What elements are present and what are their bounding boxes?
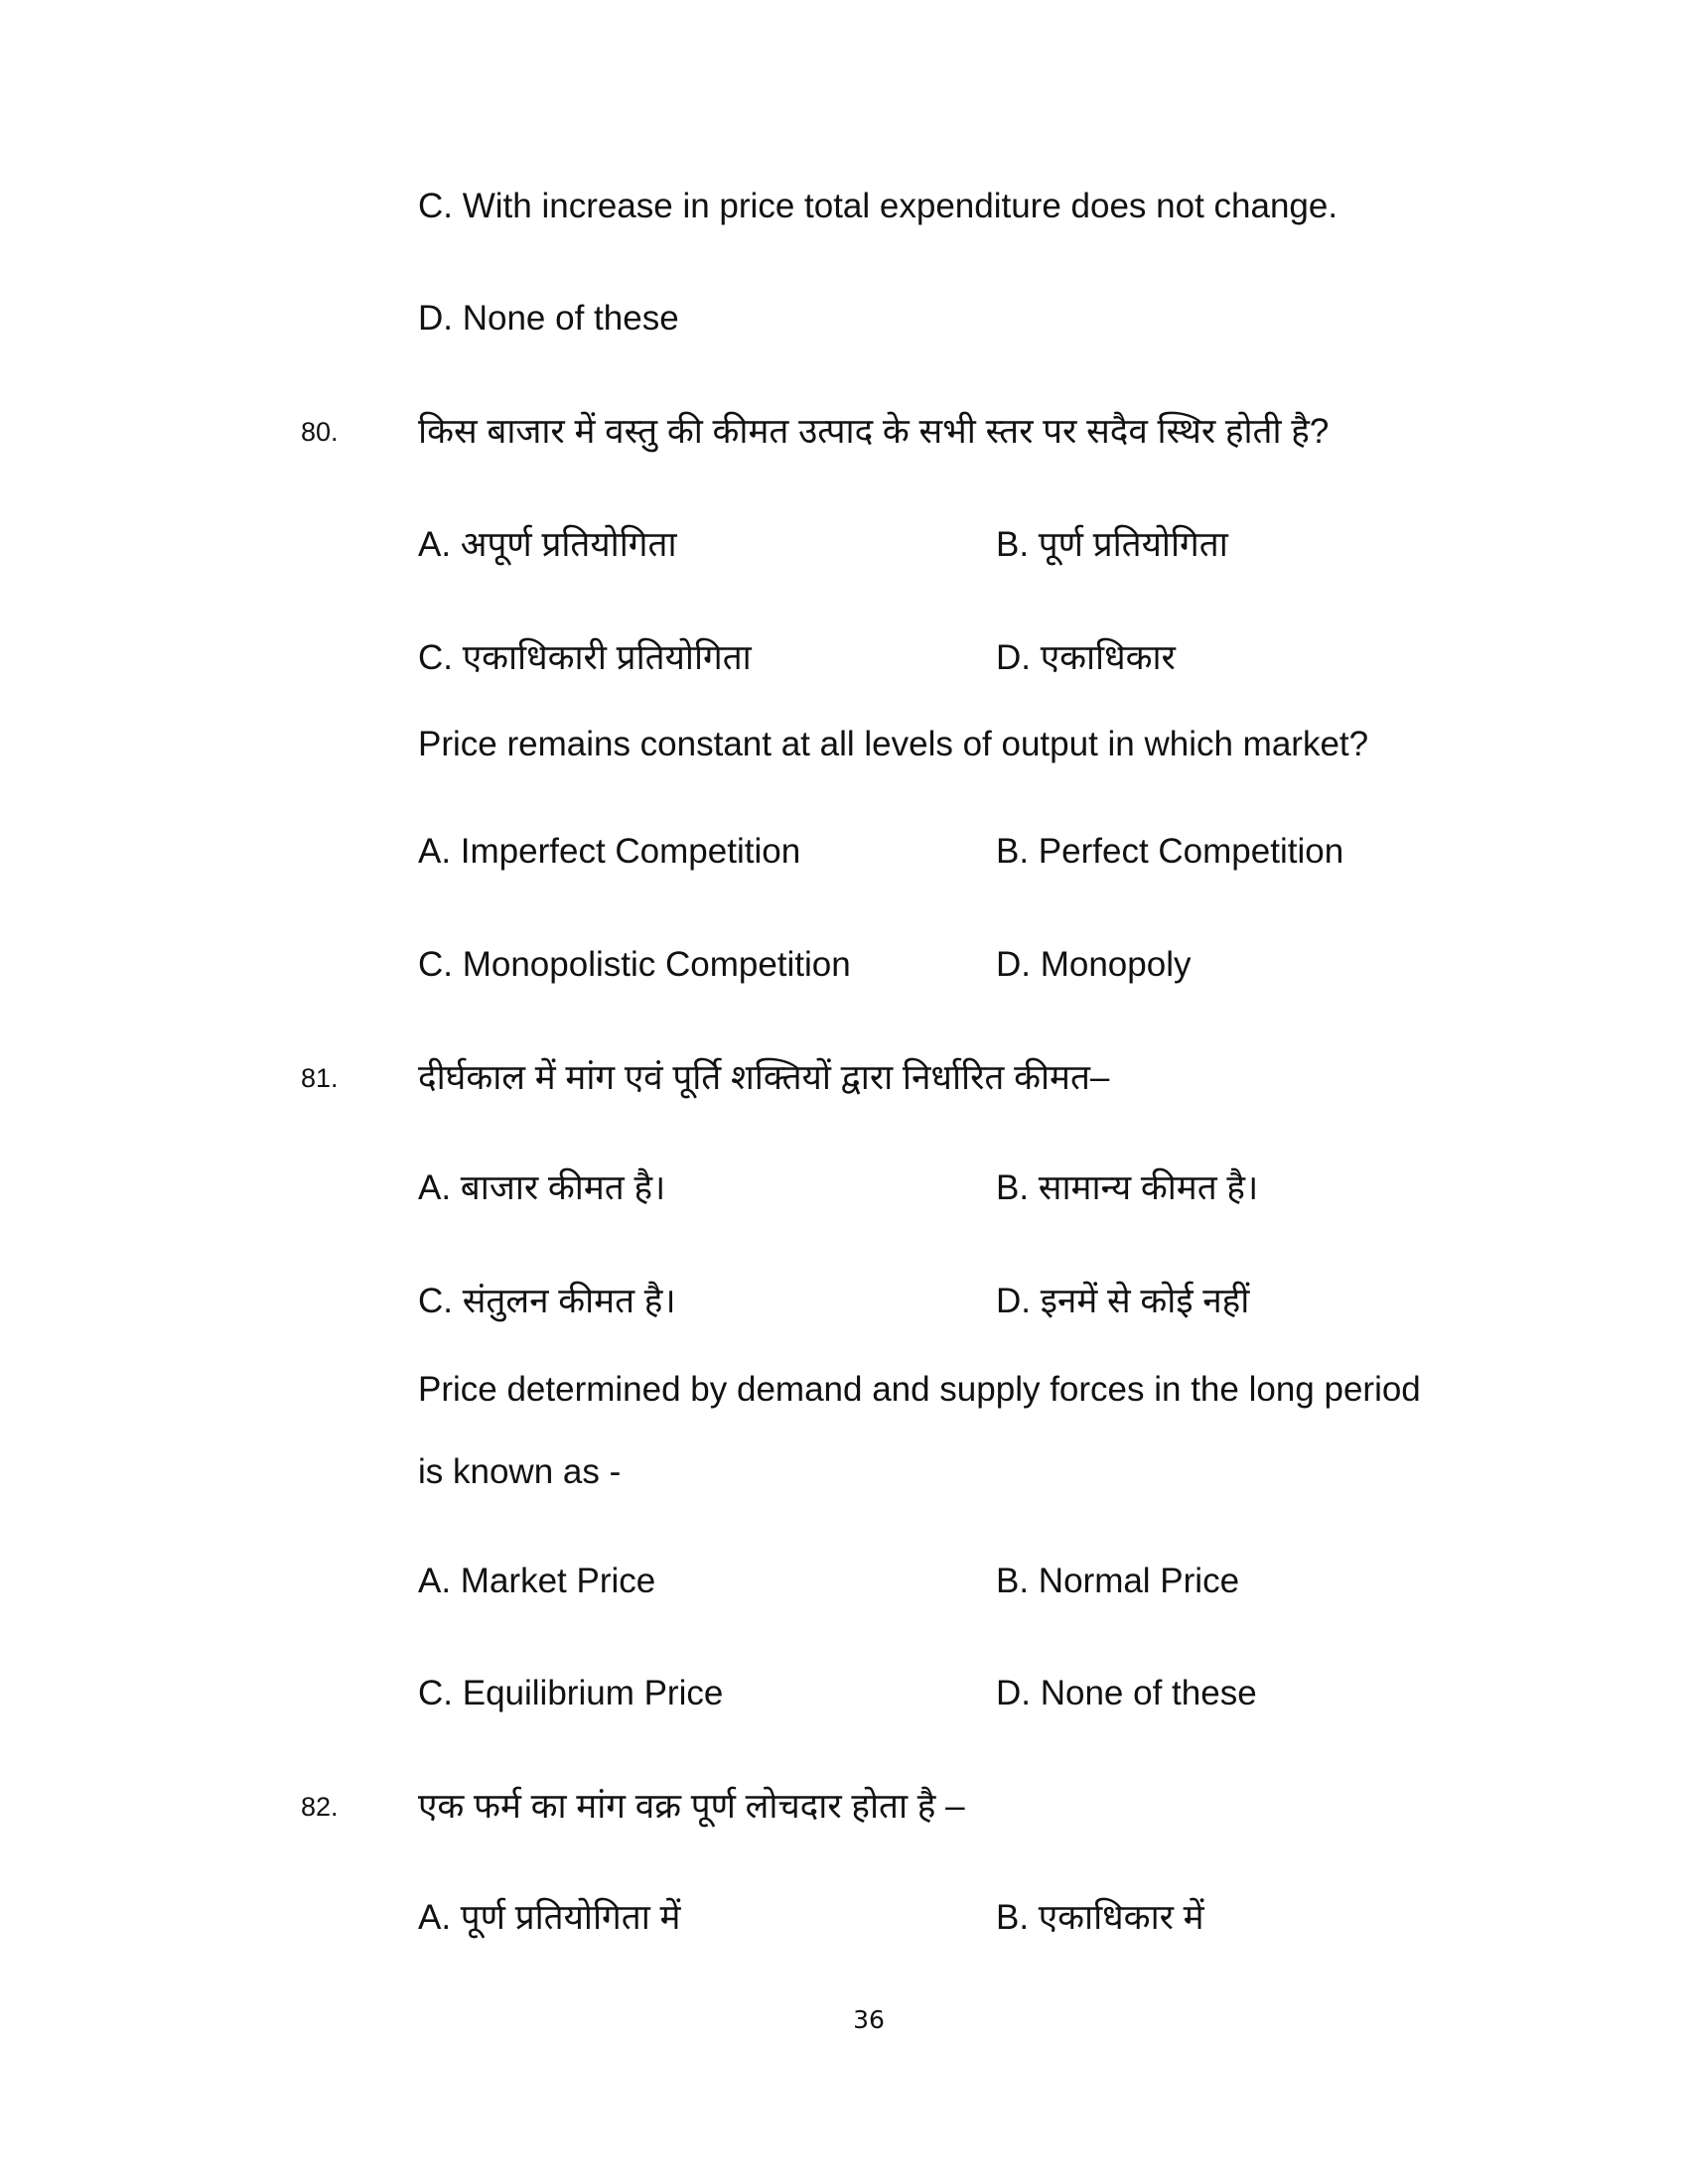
question-number-81: 81.	[301, 1063, 339, 1093]
question-81-hindi: दीर्घकाल में मांग एवं पूर्ति शक्तियों द्वारा निर्धारित कीमत–	[418, 1058, 1110, 1097]
question-81-english-line1: Price determined by demand and supply forces in the long period	[418, 1370, 1421, 1409]
q80-option-a: A. Imperfect Competition	[418, 832, 801, 871]
page-number: 36	[853, 2005, 885, 2034]
question-80-hindi: किस बाजार में वस्तु की कीमत उत्पाद के सभी स्तर पर सदैव स्थिर होती है?	[418, 412, 1330, 451]
q81-hindi-option-a: A. बाजार कीमत है।	[418, 1168, 666, 1207]
q81-option-c: C. Equilibrium Price	[418, 1674, 724, 1712]
q82-hindi-option-b: B. एकाधिकार में	[996, 1898, 1204, 1937]
q80-hindi-option-b: B. पूर्ण प्रतियोगिता	[996, 525, 1228, 564]
q80-option-d: D. Monopoly	[996, 945, 1192, 984]
question-81-english-line2: is known as -	[418, 1452, 622, 1491]
q81-hindi-option-b: B. सामान्य कीमत है।	[996, 1168, 1259, 1207]
question-80-english: Price remains constant at all levels of output in which market?	[418, 725, 1369, 763]
q82-hindi-option-a: A. पूर्ण प्रतियोगिता में	[418, 1898, 681, 1937]
q81-option-d: D. None of these	[996, 1674, 1257, 1712]
option-d-prev: D. None of these	[418, 299, 679, 338]
q81-hindi-option-c: C. संतुलन कीमत है।	[418, 1282, 676, 1320]
question-82-hindi: एक फर्म का मांग वक्र पूर्ण लोचदार होता है –	[418, 1787, 965, 1826]
question-number-80: 80.	[301, 417, 339, 447]
option-c-prev: C. With increase in price total expenditure does not change.	[418, 187, 1338, 225]
q80-option-b: B. Perfect Competition	[996, 832, 1344, 871]
q81-option-a: A. Market Price	[418, 1562, 656, 1600]
question-number-82: 82.	[301, 1792, 339, 1822]
q81-option-b: B. Normal Price	[996, 1562, 1240, 1600]
q81-hindi-option-d: D. इनमें से कोई नहीं	[996, 1282, 1250, 1320]
q80-option-c: C. Monopolistic Competition	[418, 945, 851, 984]
q80-hindi-option-a: A. अपूर्ण प्रतियोगिता	[418, 525, 677, 564]
q80-hindi-option-d: D. एकाधिकार	[996, 638, 1176, 677]
q80-hindi-option-c: C. एकाधिकारी प्रतियोगिता	[418, 638, 752, 677]
